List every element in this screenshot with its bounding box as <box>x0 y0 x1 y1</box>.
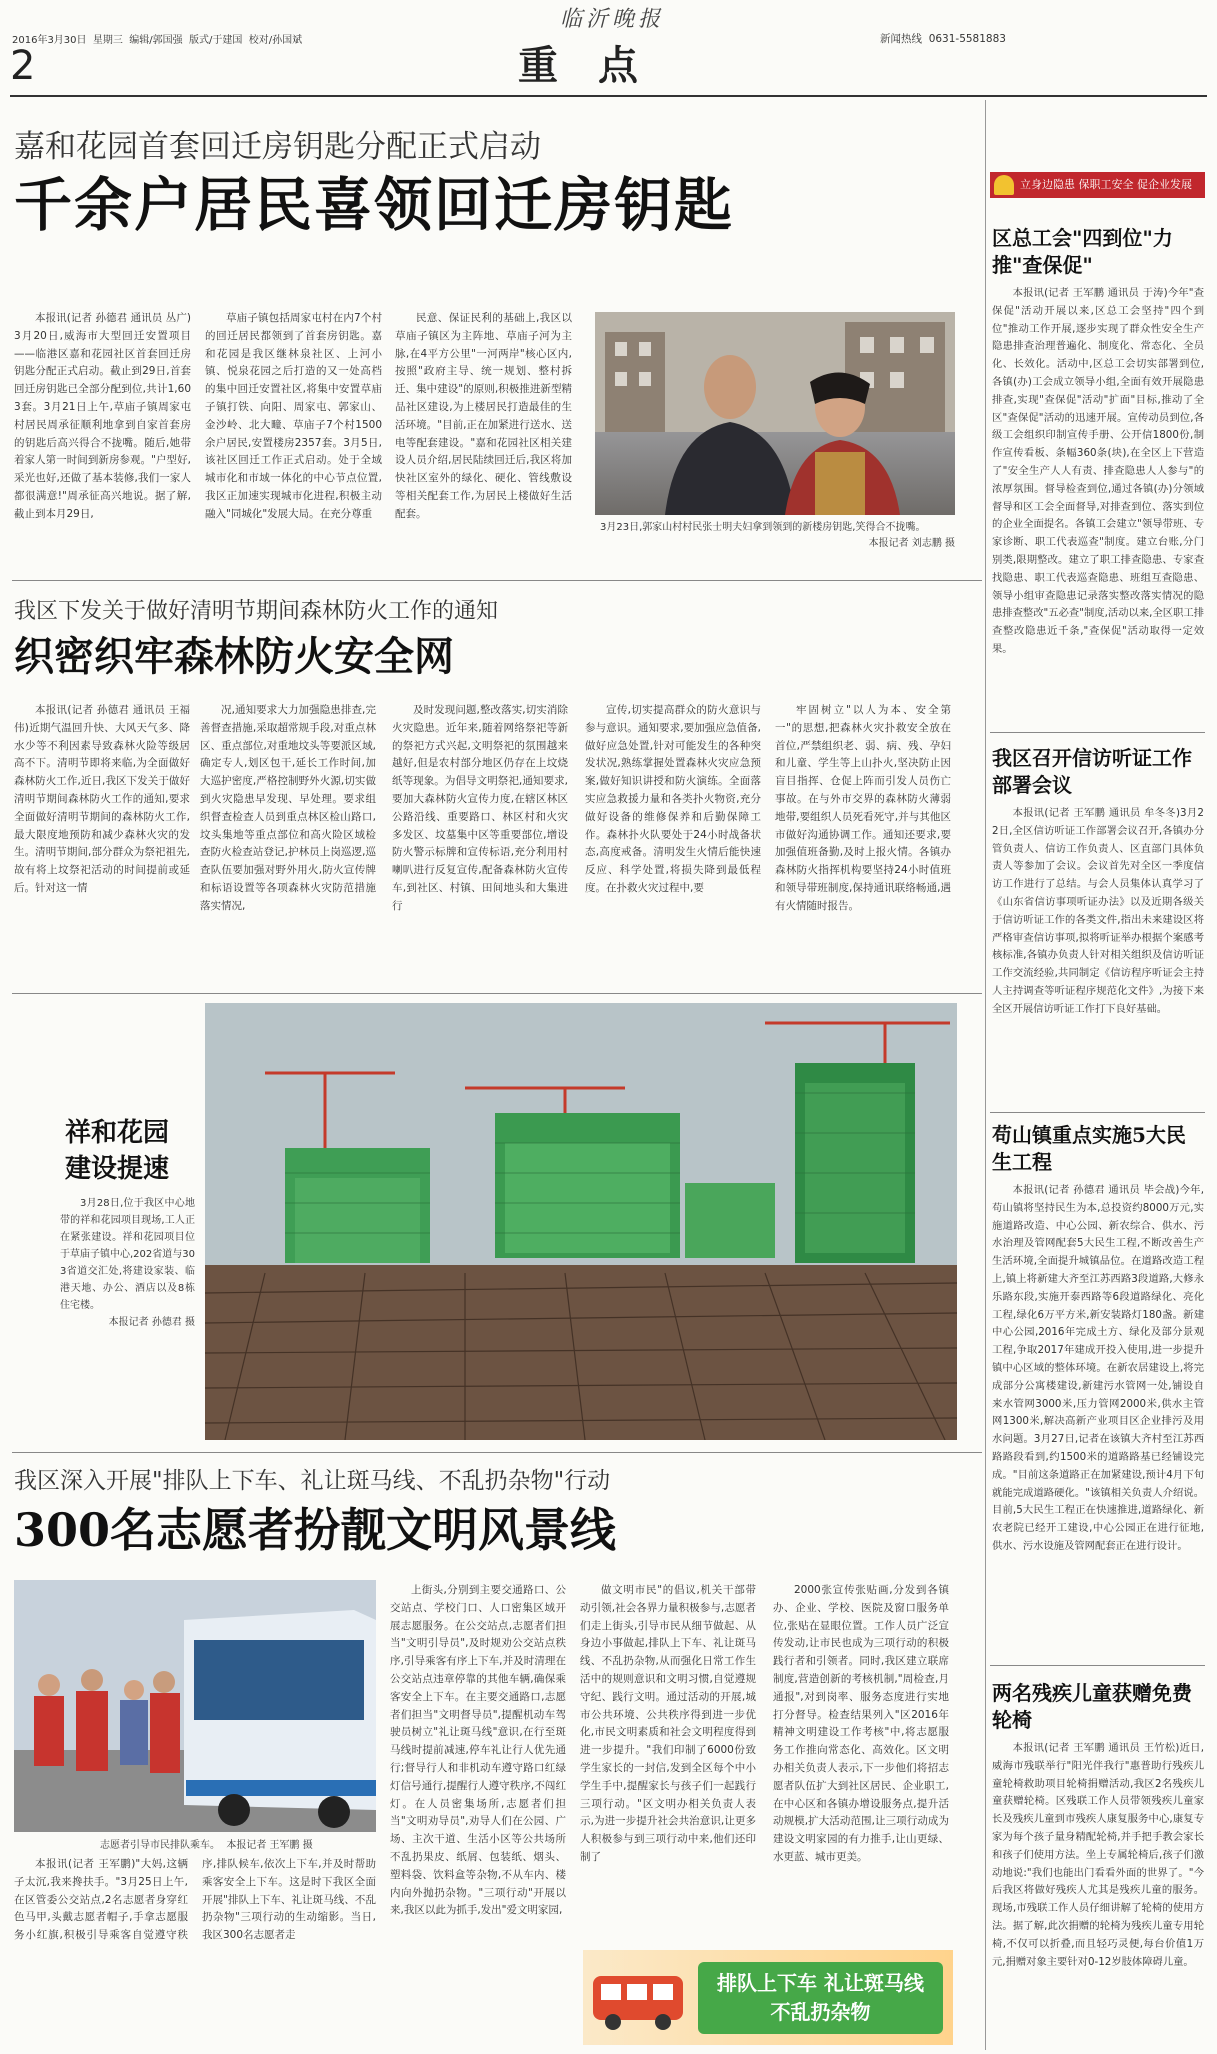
sidebar-s4-body <box>992 1740 1204 2045</box>
sidebar-s3-title: 苟山镇重点实施5大民生工程 <box>992 1123 1186 1174</box>
hotline-label: 新闻热线 <box>880 33 922 45</box>
sidebar-s2-text: 本报讯(记者 王军鹏 通讯员 牟冬冬)3月22日,全区信访听证工作部署会议召开,各镇办分管负责人、信访工作负责人、区直部门具体负责人等参加了会议。会议首先对全区一季度信访工作进行了总结。与会人员集体认真学习了《山东省信访事项听证办法》以及近期各级关于信访听证工作的各类文件,指出未来建设区将严格审查信访事项,拟将听证举办根据个案感考核标准,各镇办负责人针对相关组织及信访听证工作交流经验,共同制定《信访程序听证会主持人主持调查等听证程序规范化文件》,为接下来全区开展信访听证工作打下良好基础。 <box>992 807 1204 1015</box>
civilization-banner <box>583 1950 953 2045</box>
article1-photo <box>595 312 955 515</box>
divider <box>12 1452 982 1453</box>
article4-photo-image <box>14 1580 376 1832</box>
article1-headline: 千余户居民喜领回迁房钥匙 <box>14 171 735 239</box>
divider <box>990 1112 1205 1113</box>
article4-col4 <box>773 1582 949 1937</box>
article1-photo-credit: 本报记者 刘志鹏 摄 <box>868 538 955 549</box>
sidebar-s1-text: 本报讯(记者 王军鹏 通讯员 于涛)今年"查保促"活动开展以来,区总工会坚持"四个到位"推动工作开展,逐步实现了群众性安全生产隐患排查治理普遍化、制度化、常态化、全员化、长效化。活动中,区总工会切实部署到位,各镇(办)工会成立领导小组,全面有效开展隐患排查,实现"查保促"活动"扩面"目标,推动了全区"查保促"活动的迅速开展。宣传动员到位,各级工会组织印制宣传手册、公开信1800份,制作宣传看板、条幅360条(块),在全区上下营造了"安全生产人人有责、排查隐患人人参与"的浓厚氛围。督导检查到位,通过各镇(办)分领域督导和区工会全面督导,对排查到位、落实到位的企业全面提名。各镇工会建立"领导带班、专家诊断、职工代表巡查"制度。建立台账,分门别类,限期整改。建立了职工排查隐患、专家查找隐患、职工代表巡查隐患、班组互查隐患、领导小组审查隐患记录落实整改落实情况的隐患排查整改"五必查"制度,活动以来,全区职工排查整改隐患近千条,"查保促"活动取得一定效果。 <box>992 287 1204 655</box>
article4-col3-text: 做文明市民"的倡议,机关干部带动引领,社会各界力量积极参与,志愿者们走上街头,引导市民从细节做起、从身边小事做起,排队上下车、礼让斑马线、不乱扔杂物,从而强化日常工作生活中的规则意识和文明习惯,自觉遵规守纪、践行文明。通过活动的开展,城市公共环境、公共秩序得到进一步优化,市民文明素质和社会文明程度得到进一步提升。"我们印制了6000份致学生家长的一封信,发到全区每个中小学生手中,提醒家长与孩子们一起践行三项行动。"区文明办相关负责人表示,为进一步提升社会共治意识,让更多人积极参与到三项行动中来,他们还印制了 <box>580 1584 756 1863</box>
sidebar-divider <box>985 100 986 2050</box>
article4-kicker: 我区深入开展"排队上下车、礼让斑马线、不乱扔杂物"行动 <box>14 1468 611 1494</box>
article3-body-text: 3月28日,位于我区中心地带的祥和花园项目现场,工人正在紧张建设。祥和花园项目位于草庙子镇中心,202省道与303省道交汇处,将建设家装、临港天地、办公、酒店以及8栋住宅楼。 <box>60 1198 195 1311</box>
article1-col3 <box>395 310 572 568</box>
article2-col2 <box>200 702 376 992</box>
article4-col2 <box>390 1582 566 2048</box>
article4-col2-text: 上街头,分别到主要交通路口、公交站点、学校门口、人口密集区域开展志愿服务。在公交站点,志愿者们担当"文明引导员",及时规劝公交站点秩序,引导乘客有序上下车,并及时清理在公交站点违章停靠的其他车辆,确保乘客安全上下车。在主要交通路口,志愿者们担当"文明督导员",提醒机动车驾驶员树立"礼让斑马线"意识,在行至斑马线时提前减速,停车礼让行人优先通行;督导行人和非机动车遵守路口红绿灯信号通行,提醒行人遵守秩序,不闯红灯。在人员密集场所,志愿者们担当"文明劝导员",劝导人们在公园、广场、主次干道、生活小区等公共场所不乱扔果皮、纸屑、包装纸、烟头、塑料袋、饮料盒等杂物,不从车内、楼内向外抛扔杂物。"三项行动"开展以来,我区以此为抓手,发出"爱文明家园, <box>390 1584 566 1917</box>
divider <box>12 993 982 994</box>
construction-photo <box>205 1003 957 1440</box>
editor: 编辑/郭国强 <box>129 35 183 46</box>
sidebar-s2-body <box>992 805 1204 1110</box>
article2-col4 <box>585 702 761 992</box>
article3-body <box>60 1195 195 1345</box>
article2-col5 <box>775 702 951 992</box>
article4-col1 <box>14 1856 376 2048</box>
sidebar-s1-title: 区总工会"四到位"力推"查保促" <box>992 226 1173 277</box>
sidebar-s4-text: 本报讯(记者 王军鹏 通讯员 王竹松)近日,威海市残联举行"阳光伴我行"惠普助行残疾儿童轮椅救助项目轮椅捐赠活动,我区2名残疾儿童获赠轮椅。区残联工作人员带领残疾儿童家长及残疾儿童到市残疾人康复服务中心,康复专家为每个孩子量身精配轮椅,并手把手教会家长和孩子们使用方法。坐上专属轮椅后,孩子们激动地说:"我们也能出门看看外面的世界了。"今后我区将做好残疾人尤其是残疾儿童的服务。现场,市残联工作人员仔细讲解了轮椅的使用方法。据了解,此次捐赠的轮椅为残疾儿童专用轮椅,不仅可以折叠,而且轻巧灵便,每台价值1万元,捐赠对象主要针对0-12岁肢体障碍儿童。 <box>992 1742 1204 1968</box>
proofreader: 校对/孙国斌 <box>248 35 303 46</box>
sidebar-s2-title: 我区召开信访听证工作部署会议 <box>992 746 1192 797</box>
bus-icon <box>589 1964 689 2034</box>
divider <box>12 580 982 581</box>
article2-col4-text: 宣传,切实提高群众的防火意识与参与意识。通知要求,要加强应急值备,做好应急处置,针对可能发生的各种突发状况,熟练掌握处置森林火灾应急预案,做好知识讲授和防火演练。全面落实应急救援力量和各类扑火物资,充分做好设备的维修保养和后勤保障工作。森林扑火队要处于24小时战备状态,高度戒备。清明发生火情后能快速反应、科学处置,将损失降到最低程度。在扑救火灾过程中,要 <box>585 704 761 894</box>
section-title: 重点 <box>518 43 678 89</box>
article2-col1-text: 本报讯(记者 孙德君 通讯员 王福伟)近期气温回升快、大风天气多、降水少等不利因素导致森林火险等级居高不下。清明节即将来临,为全面做好森林防火工作,近日,我区下发关于做好清明节期间森林防火工作的通知,要求全面做好清明节期间的森林防火工作,最大限度地预防和减少森林火灾的发生。清明节期间,部分群众为祭祀祖先,故有将上坟祭祀活动的时间提前或延后。针对这一情 <box>14 704 190 894</box>
article4-col1-text: 本报讯(记者 王军鹏)"大妈,这辆子太沉,我来搀扶手。"3月25日上午,在区管委公交站点,2名志愿者身穿红色马甲,头戴志愿者帽子,手拿志愿服务小红旗,积极引导乘客自觉遵守秩序,排队候车,依次上下车,并及时帮助乘客安全上下车。这是时下我区全面开展"排队上下车、礼让斑马线、不乱扔杂物"三项行动的生动缩影。当日,我区300名志愿者走 <box>14 1858 376 1942</box>
article1-photo-caption <box>600 520 955 552</box>
article1-caption-text: 3月23日,郭家山村村民张士明夫妇拿到领到的新楼房钥匙,笑得合不拢嘴。 <box>600 522 926 533</box>
banner-line2: 不乱扔杂物 <box>770 2000 871 2024</box>
article4-caption-text: 志愿者引导市民排队乘车。 <box>100 1840 220 1851</box>
article2-headline: 织密织牢森林防火安全网 <box>14 633 454 680</box>
article4-col3 <box>580 1582 756 1937</box>
article2-col3-text: 及时发现问题,整改落实,切实消除火灾隐患。近年来,随着网络祭祀等新的祭祀方式兴起,文明祭祀的氛围越来越好,但是农村部分地区仍存在上坟烧纸等现象。为倡导文明祭祀,通知要求,要加大森林防火宣传力度,在辖区林区公路沿线、重要路口、林区村和火灾多发区、坟墓集中区等重要部位,增设防火警示标牌和宣传标语,充分利用村喇叭进行反复宣传,配备森林防火宣传车,到社区、村镇、田间地头和大集进行 <box>392 704 568 912</box>
banner-panel <box>698 1962 943 2034</box>
article4-photo <box>14 1580 376 1832</box>
article2-col3 <box>392 702 568 992</box>
article1-kicker: 嘉和花园首套回迁房钥匙分配正式启动 <box>14 129 541 165</box>
article4-photo-credit: 本报记者 王军鹏 摄 <box>226 1840 313 1851</box>
article3-title: 祥和花园建设提速 <box>65 1118 170 1184</box>
divider <box>990 1665 1205 1666</box>
page-number: 2 <box>10 43 36 89</box>
article4-col4-text: 2000张宣传张贴画,分发到各镇办、企业、学校、医院及窗口服务单位,张贴在显眼位置。工作人员广泛宣传发动,让市民也成为三项行动的积极践行者和引领者。同时,我区建立联席制度,营造创新的考核机制,"周检查,月通报",对到岗率、服务态度进行实地打分督导。检查结果列入"区2016年精神文明建设工作考核"中,将志愿服务工作推向常态化、高效化。区文明办相关负责人表示,下一步他们将招志愿者队伍扩大到社区居民、企业职工,在中心区和各镇办增设服务点,提升活动规模,扩大活动范围,让三项行动成为建设文明家园的有力推手,让山更绿、水更蓝、城市更美。 <box>773 1584 949 1863</box>
designer: 版式/于建国 <box>189 35 243 46</box>
article2-col5-text: 牢固树立"以人为本、安全第一"的思想,把森林火灾扑救安全放在首位,严禁组织老、弱、病、残、孕妇和儿童、学生等上山扑火,坚决防止因盲目指挥、仓促上阵而引发人员伤亡事故。在与外市交界的森林防火薄弱地带,要组织人员死看死守,并与其他区市做好沟通协调工作。通知还要求,要加强值班备勤,及时上报火情。各镇办森林防火指挥机构要坚持24小时值班和领导带班制度,保持通讯联络畅通,遇有火情随时报告。 <box>775 704 951 912</box>
article1-col1-text: 本报讯(记者 孙德君 通讯员 丛广)3月20日,威海市大型回迁安置项目——临港区嘉和花园社区首套回迁房钥匙分配正式启动。截止到29日,首套回迁房钥匙已全部分配到位,共计1,603套。3月21日上午,草庙子镇周家屯村居民周承征顺利地拿到自家首套房的钥匙后高兴得合不拢嘴。随后,她带着家人第一时间到新房参观。"户型好,采光也好,还做了基本装修,我们一家人都很满意!"周承征高兴地说。据了解,截止到本月29日, <box>14 312 191 520</box>
construction-photo-image <box>205 1003 957 1440</box>
slogan-text: 立身边隐患 保职工安全 促企业发展 <box>1020 178 1192 191</box>
hotline <box>880 31 1006 46</box>
article4-photo-caption <box>100 1836 313 1851</box>
hardhat-icon <box>994 175 1014 195</box>
masthead-rule <box>10 95 1207 97</box>
masthead-info <box>12 31 302 46</box>
safety-slogan-banner <box>990 172 1205 198</box>
sidebar-s3-body <box>992 1182 1204 1637</box>
sidebar-s4-title: 两名残疾儿童获赠免费轮椅 <box>992 1681 1192 1732</box>
sidebar-s1-body <box>992 285 1204 705</box>
article1-col1 <box>14 310 191 568</box>
banner-line1: 排队上下车 礼让斑马线 <box>717 1971 924 1995</box>
article4-headline: 300名志愿者扮靓文明风景线 <box>14 1503 617 1557</box>
article3-credit: 本报记者 孙德君 摄 <box>108 1317 195 1328</box>
weekday: 星期三 <box>92 35 123 46</box>
article1-photo-image <box>595 312 955 515</box>
newspaper-logo: 临沂晚报 <box>560 7 665 32</box>
sidebar-s3-text: 本报讯(记者 孙德君 通讯员 毕会战)今年,苟山镇将坚持民生为本,总投资约8000万元,实施道路改造、中心公园、新农综合、供水、污水治理及管网配套5大民生工程,不断改善生产生活环境,全面提升城镇品位。在道路改造工程上,镇上将新建大齐至江苏西路3段道路,大修永乐路东段,实施开泰西路等6段道路绿化、亮化工程,绿化6万平方米,新安装路灯180盏。新建中心公园,2016年完成土方、绿化及部分景观工程,争取2017年建成开投入使用,进一步提升镇中心区域的整体环境。在新农居建设上,将完成部分公寓楼建设,新建污水管网一处,铺设自来水管网3000米,压力管网2000米,供水主管网1300米,解决高新产业项目区企业排污及用水问题。3月27日,记者在该镇大齐村至江苏西路路段看到,约1500米的道路路基已经铺设完成。"目前这条道路正在加紧建设,预计4月下旬就能完成道路硬化。"该镇相关负责人介绍说。目前,5大民生工程正在快速推进,道路绿化、新农老院已经开工建设,中心公园正在进行征地,供水、污水设施及管网配套正在进行设计。 <box>992 1184 1204 1552</box>
hotline-number: 0631-5581883 <box>928 33 1006 45</box>
article1-col3-text: 民意、保证民利的基础上,我区以草庙子镇区为主阵地、草庙子河为主脉,在4平方公里"一河两岸"核心区内,按照"政府主导、统一规划、整村拆迁、集中建设"的原则,积极推进新型精品社区建设,为上楼居民打造最佳的生活环境。"目前,正在加紧进行送水、送电等配套建设。"嘉和花园社区相关建设人员介绍,居民陆续回迁后,我区将加快社区室外的绿化、硬化、管线敷设等相关配套工作,为居民上楼做好生活配套。 <box>395 312 572 520</box>
divider <box>990 732 1205 733</box>
article1-col2 <box>205 310 382 568</box>
article2-col1 <box>14 702 190 992</box>
article2-col2-text: 况,通知要求大力加强隐患排查,完善督查措施,采取超常规手段,对重点林区、重点部位,对重地坟头等要派区域,确定专人,划区包干,延长工作时间,加大巡护密度,严格控制野外火源,切实做到火灾隐患早发现、早处理。要求组织督查检查人员到重点林区检山路口,坟头集地等重点部位和高火险区域检查防火检查站登记,护林员上岗巡逻,巡查队伍要加强对野外用火,防火宣传牌和标语设置等各项森林火灾防范措施落实情况, <box>200 704 376 912</box>
article2-kicker: 我区下发关于做好清明节期间森林防火工作的通知 <box>14 599 499 624</box>
date: 2016年3月30日 <box>12 35 87 46</box>
article1-col2-text: 草庙子镇包括周家屯村在内7个村的回迁居民都领到了首套房钥匙。嘉和花园是我区继林泉社区、上河小镇、悦泉花园之后打造的又一处高档的集中回迁安置社区,将集中安置草庙子镇打铁、向阳、周家屯、郭家山、金沙岭、北大疃、草庙子7个村1500余户居民,安置楼房2357套。3月5日,该社区回迁工作正式启动。处于全域城市化和市域一体化的中心节点位置,我区正加速实现城市化进程,积极主动融入"同城化"发展大局。在充分尊重 <box>205 312 382 520</box>
